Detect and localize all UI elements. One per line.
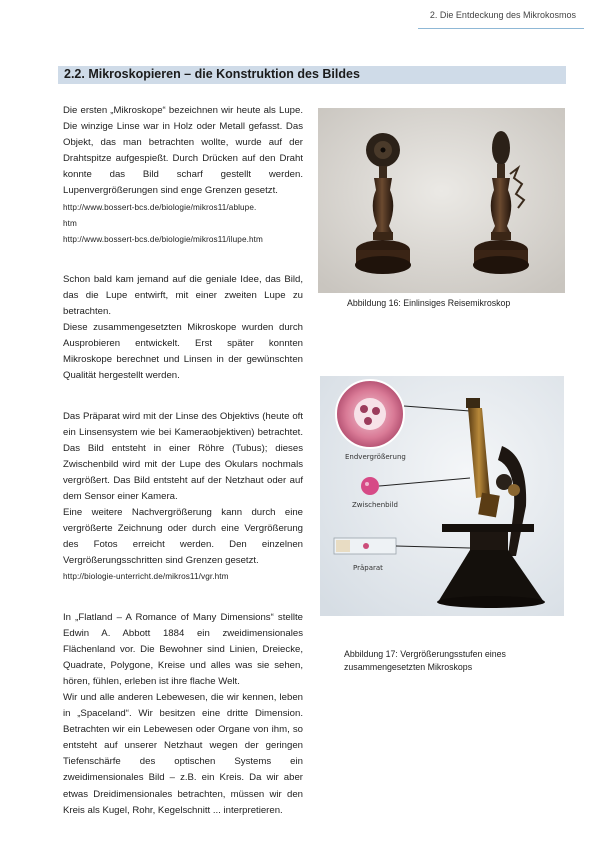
link-ilupe[interactable]: http://www.bossert-bcs.de/biologie/mikros11/ilupe.htm [63, 234, 263, 244]
paragraph-compound [63, 272, 303, 385]
header-rule [418, 28, 584, 29]
figure-magnification-stages [320, 376, 564, 616]
paragraph-flatland [63, 610, 303, 819]
link-ablupe-cont[interactable]: htm [63, 218, 77, 228]
label-intermediate-image: Zwischenbild [352, 501, 398, 509]
label-specimen: Präparat [353, 564, 383, 572]
figure-17-caption: Abbildung 17: Vergrößerungsstufen eines zusammengesetzten Mikroskops [344, 649, 506, 672]
paragraph-lupe-text: Die ersten „Mikroskope“ bezeichnen wir heute als Lupe. Die winzige Linse war in Holz oder Metall gefasst. Das Objekt, das man betrachten wollte, wurde auf der Drahtspitze aufgespießt. Durch Drücken auf den Draht konnte das Bild scharf gestellt werden. Lupenvergrößerungen sind enge Grenzen gesetzt. [63, 105, 303, 197]
paragraph-compound-dev: Diese zusammengesetzten Mikroskope wurden durch Ausprobieren entwickelt. Erst später konnten Mikroskope berechnet und Linsen in der gewünschten Qualität hergestellt werden. [63, 322, 303, 382]
paragraph-preparation-text: Das Präparat wird mit der Linse des Objektivs (heute oft ein Linsensystem wie bei Kameraobjektiven) betrachtet. Das Bild entsteht in einer Röhre (Tubus); dieses Zwischenbild wird mit der Lupe des Okulars nochmals vergrößert. Das Bild entsteht auf der Netzhaut oder auf dem Sensor einer Kamera. [63, 410, 303, 502]
running-header: 2. Die Entdeckung des Mikrokosmos [429, 10, 576, 20]
paragraph-lupe [63, 103, 303, 248]
paragraph-compound-idea: Schon bald kam jemand auf die geniale Idee, das Bild, das die Lupe entwirft, mit einer zweiten Lupe zu betrachten. [63, 273, 303, 318]
link-vgr[interactable]: http://biologie-unterricht.de/mikros11/vgr.htm [63, 572, 229, 582]
paragraph-preparation [63, 409, 303, 586]
paragraph-spaceland-text: Wir und alle anderen Lebewesen, die wir kennen, leben in „Spaceland“. Wir besitzen eine dritte Dimension. Betrachten wir ein Lebewesen oder Organe von ihm, so entsteht auf unserer Netzhaut wegen der geringen Tiefenschärfe des optischen Systems ein zweidimensionales Bild – z.B. ein Kreis. Da wir aber etwas Dreidimensionales betrachten, müssen wir den Kreis als Kugel, Rohr, Kegelschnitt ... interpretieren. [63, 692, 303, 816]
paragraph-flatland-text: In „Flatland – A Romance of Many Dimensions“ stellte Edwin A. Abbott 1884 ein zweidimensionales Flächenland vor. Die Bewohner sind Linien, Dreiecke, Quadrate, Polygone, Kreise und alles was sie sehen, hören, fühlen, erleben ist ihre flache Welt. [63, 611, 303, 687]
travel-microscope-illustration [318, 108, 565, 293]
figure-travel-microscope-photo [318, 108, 565, 293]
section-title: 2.2. Mikroskopieren – die Konstruktion des Bildes [64, 67, 360, 81]
label-end-magnification: Endvergrößerung [345, 453, 406, 461]
link-ablupe[interactable]: http://www.bossert-bcs.de/biologie/mikros11/ablupe. [63, 202, 257, 212]
figure-16-caption: Abbildung 16: Einlinsiges Reisemikroskop [347, 298, 511, 308]
body-text-column [63, 103, 303, 843]
compound-microscope-illustration [320, 376, 564, 616]
paragraph-enlargement-text: Eine weitere Nachvergrößerung kann durch eine vergrößerte Zeichnung oder durch eine Vergrößerung des Fotos erreicht werden. Den einzelnen Vergrößerungsschritten sind Grenzen gesetzt. [63, 507, 303, 567]
